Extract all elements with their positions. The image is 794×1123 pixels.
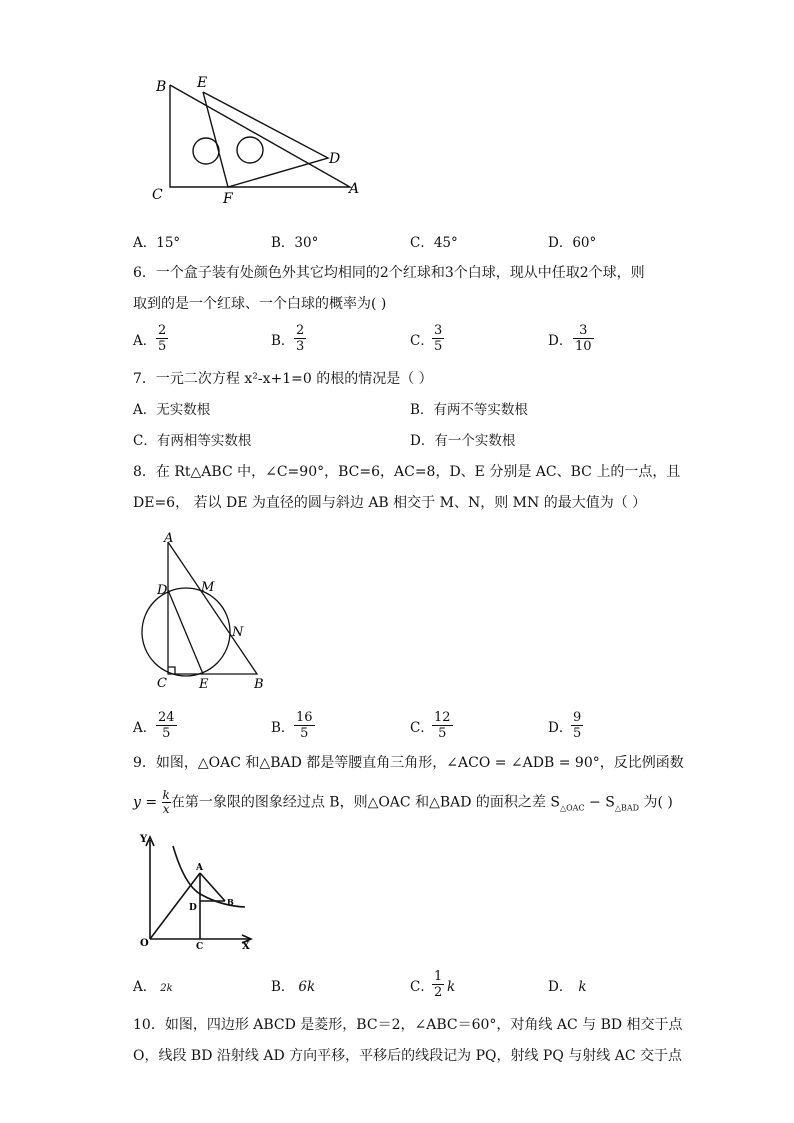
q6-option-b-label[interactable]: B． — [271, 333, 295, 349]
q6-option-c-fraction[interactable]: $\frac{3}{5}$ — [434, 323, 443, 354]
label-B: B — [254, 677, 264, 692]
q8-option-c-fraction[interactable]: $\frac{12}{5}$ — [434, 710, 451, 741]
label-A: A — [349, 181, 360, 197]
q6-option-d-label[interactable]: D． — [548, 333, 573, 349]
q8-option-a-label[interactable]: A． — [133, 720, 157, 736]
q8-stem-line1: 8．在 Rt△ABC 中，∠C=90°，BC=6，AC=8，D、E 分别是 AC、BC 上的一点，且 — [133, 464, 681, 480]
q9-stem-line2: y = $\frac{k}{x}$ 在第一象限的图象经过点 B，则△OAC 和△BAD 的面积之差 $S_{\triangle OAC} - S_{\triangle BAD}$ 为( ) — [133, 788, 673, 816]
q8-option-d-fraction[interactable]: $\frac{9}{5}$ — [573, 710, 582, 741]
q5-option-a[interactable]: A．15° — [133, 235, 181, 251]
label-Y: Y — [140, 834, 148, 845]
label-F: F — [223, 191, 233, 207]
q7-option-b[interactable]: B．有两不等实数根 — [410, 402, 528, 418]
q9-stem-line1: 9．如图，△OAC 和△BAD 都是等腰直角三角形，∠ACO = ∠ADB = 90°，反比例函数 — [133, 755, 684, 771]
triangle-figure-q5 — [145, 70, 375, 210]
q6-option-d-fraction[interactable]: $\frac{3}{10}$ — [575, 323, 592, 354]
q7-option-c[interactable]: C．有两相等实数根 — [133, 433, 252, 449]
q9-option-d[interactable]: D． k — [548, 979, 587, 995]
label-A: A — [196, 863, 203, 873]
q5-option-b[interactable]: B．30° — [271, 235, 319, 251]
q9-option-c-label[interactable]: C． — [410, 979, 434, 995]
q6-stem-line1: 6．一个盒子装有处颜色外其它均相同的2个红球和3个白球，现从中任取2个球，则 — [133, 265, 645, 281]
label-B: B — [156, 79, 167, 95]
q5-option-d[interactable]: D．60° — [548, 235, 597, 251]
q7-stem: 7．一元二次方程 x²-x+1=0 的根的情况是（ ） — [133, 371, 433, 387]
q6-stem-line2: 取到的是一个红球、一个白球的概率为( ) — [133, 296, 387, 312]
label-D: D — [329, 151, 341, 167]
label-M: M — [201, 580, 215, 595]
label-A: A — [164, 531, 174, 546]
label-C: C — [152, 187, 163, 203]
q9-option-c-k[interactable]: k — [447, 979, 456, 995]
q7-option-d[interactable]: D．有一个实数根 — [410, 433, 516, 449]
label-O: O — [140, 938, 149, 949]
q6-option-b-fraction[interactable]: $\frac{2}{3}$ — [296, 323, 305, 354]
q8-option-b-fraction[interactable]: $\frac{16}{5}$ — [296, 710, 313, 741]
label-X: X — [242, 941, 250, 950]
label-E: E — [199, 677, 209, 692]
q5-option-c[interactable]: C．45° — [410, 235, 458, 251]
q8-option-b-label[interactable]: B． — [271, 720, 295, 736]
q8-option-a-fraction[interactable]: $\frac{24}{5}$ — [158, 710, 175, 741]
q9-option-b[interactable]: B． 6k — [271, 979, 316, 995]
q8-stem-line2: DE=6， 若以 DE 为直径的圆与斜边 AB 相交于 M、N，则 MN 的最大值为（ ） — [133, 495, 647, 511]
coordinate-figure-q9 — [130, 832, 255, 950]
label-C: C — [196, 942, 204, 950]
q6-option-a-label[interactable]: A． — [133, 333, 157, 349]
q8-option-c-label[interactable]: C． — [410, 720, 434, 736]
q6-option-a-fraction[interactable]: $\frac{2}{5}$ — [158, 323, 167, 354]
label-E: E — [197, 75, 208, 91]
circle-triangle-figure-q8 — [135, 528, 285, 693]
label-D: D — [189, 903, 197, 913]
label-B: B — [227, 897, 234, 907]
q9-option-a[interactable]: A． 2k — [133, 979, 173, 995]
label-N: N — [232, 625, 244, 640]
label-C: C — [157, 676, 167, 691]
q7-option-a[interactable]: A．无实数根 — [133, 402, 211, 418]
q6-option-c-label[interactable]: C． — [410, 333, 434, 349]
label-D: D — [157, 583, 168, 598]
q10-stem-line2: O，线段 BD 沿射线 AD 方向平移，平移后的线段记为 PQ，射线 PQ 与射线 AC 交于点 — [133, 1048, 682, 1064]
q9-option-c-fraction[interactable]: $\frac{1}{2}$ — [434, 969, 443, 1000]
q10-stem-line1: 10．如图，四边形 ABCD 是菱形，BC＝2，∠ABC＝60°，对角线 AC 与 BD 相交于点 — [133, 1017, 683, 1033]
q8-option-d-label[interactable]: D． — [548, 720, 573, 736]
